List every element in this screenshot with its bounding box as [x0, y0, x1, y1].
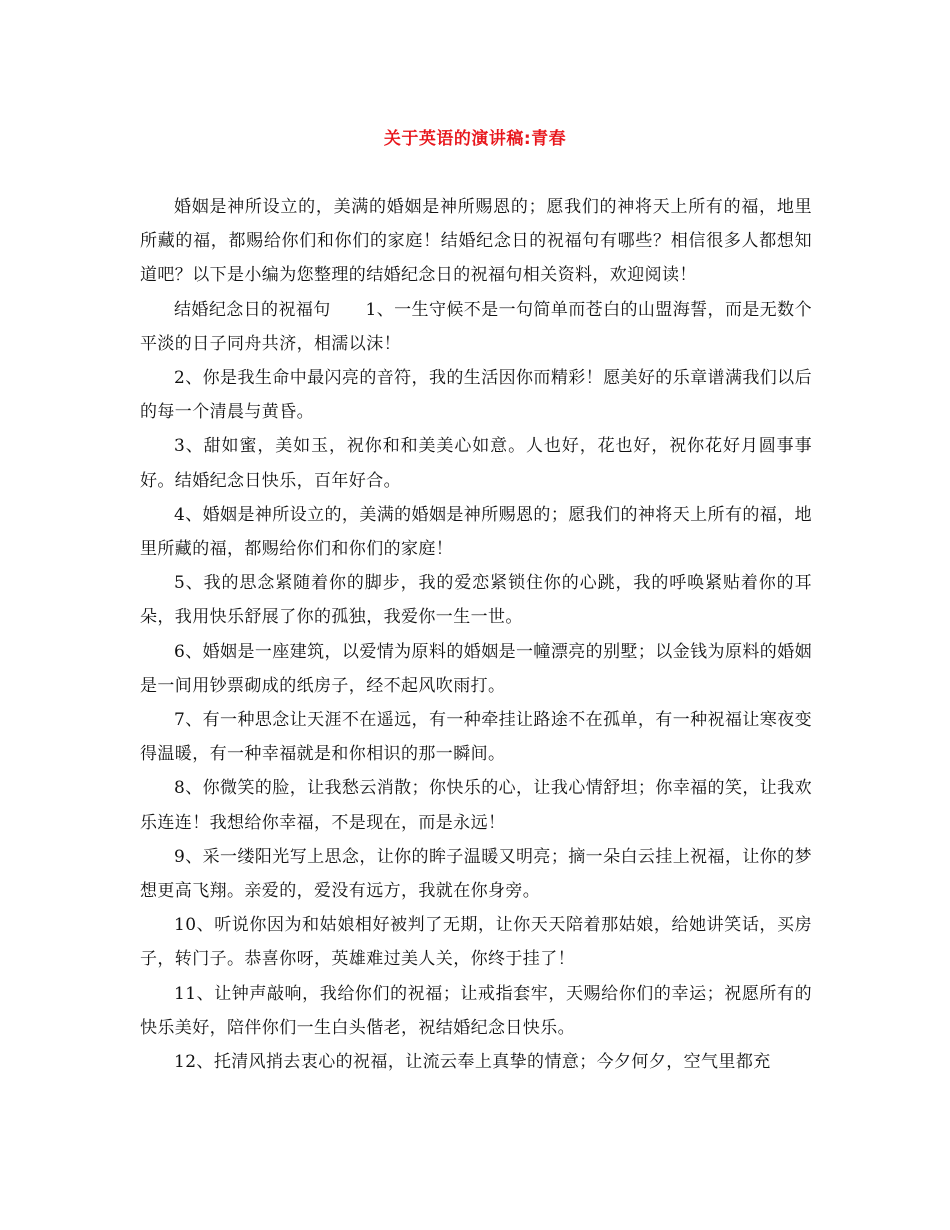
paragraph-intro: 婚姻是神所设立的，美满的婚姻是神所赐恩的；愿我们的神将天上所有的福，地里所藏的福，都赐给你们和你们的家庭！结婚纪念日的祝福句有哪些？相信很多人都想知道吧？以下是小编为您整理的结婚纪念日的祝福句相关资料，欢迎阅读！ [140, 197, 812, 286]
paragraph-blessing-9: 9、采一缕阳光写上思念，让你的眸子温暖又明亮；摘一朵白云挂上祝福，让你的梦想更高飞翔。亲爱的，爱没有远方，我就在你身旁。 [140, 846, 812, 902]
paragraph-blessing-1: 结婚纪念日的祝福句 1、一生守候不是一句简单而苍白的山盟海誓，而是无数个平淡的日子同舟共济，相濡以沫！ [140, 299, 812, 354]
paragraph-blessing-5: 5、我的思念紧随着你的脚步，我的爱恋紧锁住你的心跳，我的呼唤紧贴着你的耳朵，我用快乐舒展了你的孤独，我爱你一生一世。 [140, 573, 812, 628]
paragraph-blessing-8: 8、你微笑的脸，让我愁云消散；你快乐的心，让我心情舒坦；你幸福的笑，让我欢乐连连！我想给你幸福，不是现在，而是永远！ [140, 778, 812, 833]
paragraph-blessing-10: 10、听说你因为和姑娘相好被判了无期，让你天天陪着那姑娘，给她讲笑话，买房子，转门子。恭喜你呀，英雄难过美人关，你终于挂了！ [140, 915, 812, 970]
paragraph-blessing-3: 3、甜如蜜，美如玉，祝你和和美美心如意。人也好，花也好，祝你花好月圆事事好。结婚纪念日快乐，百年好合。 [140, 436, 812, 491]
page-title: 关于英语的演讲稿:青春 [383, 129, 567, 149]
paragraph-blessing-7: 7、有一种思念让天涯不在遥远，有一种牵挂让路途不在孤单，有一种祝福让寒夜变得温暖，有一种幸福就是和你相识的那一瞬间。 [140, 710, 812, 765]
paragraph-blessing-12: 12、托清风捎去衷心的祝福，让流云奉上真挚的情意；今夕何夕，空气里都充 [174, 1052, 771, 1073]
document-body [140, 190, 812, 1079]
paragraph-blessing-11: 11、让钟声敲响，我给你们的祝福；让戒指套牢，天赐给你们的幸运；祝愿所有的快乐美好，陪伴你们一生白头偕老，祝结婚纪念日快乐。 [140, 983, 812, 1038]
paragraph-blessing-2: 2、你是我生命中最闪亮的音符，我的生活因你而精彩！愿美好的乐章谱满我们以后的每一个清晨与黄昏。 [140, 368, 812, 423]
paragraph-blessing-6: 6、婚姻是一座建筑，以爱情为原料的婚姻是一幢漂亮的别墅；以金钱为原料的婚姻是一间用钞票砌成的纸房子，经不起风吹雨打。 [140, 641, 812, 696]
paragraph-blessing-4: 4、婚姻是神所设立的，美满的婚姻是神所赐恩的；愿我们的神将天上所有的福，地里所藏的福，都赐给你们和你们的家庭！ [140, 504, 812, 560]
